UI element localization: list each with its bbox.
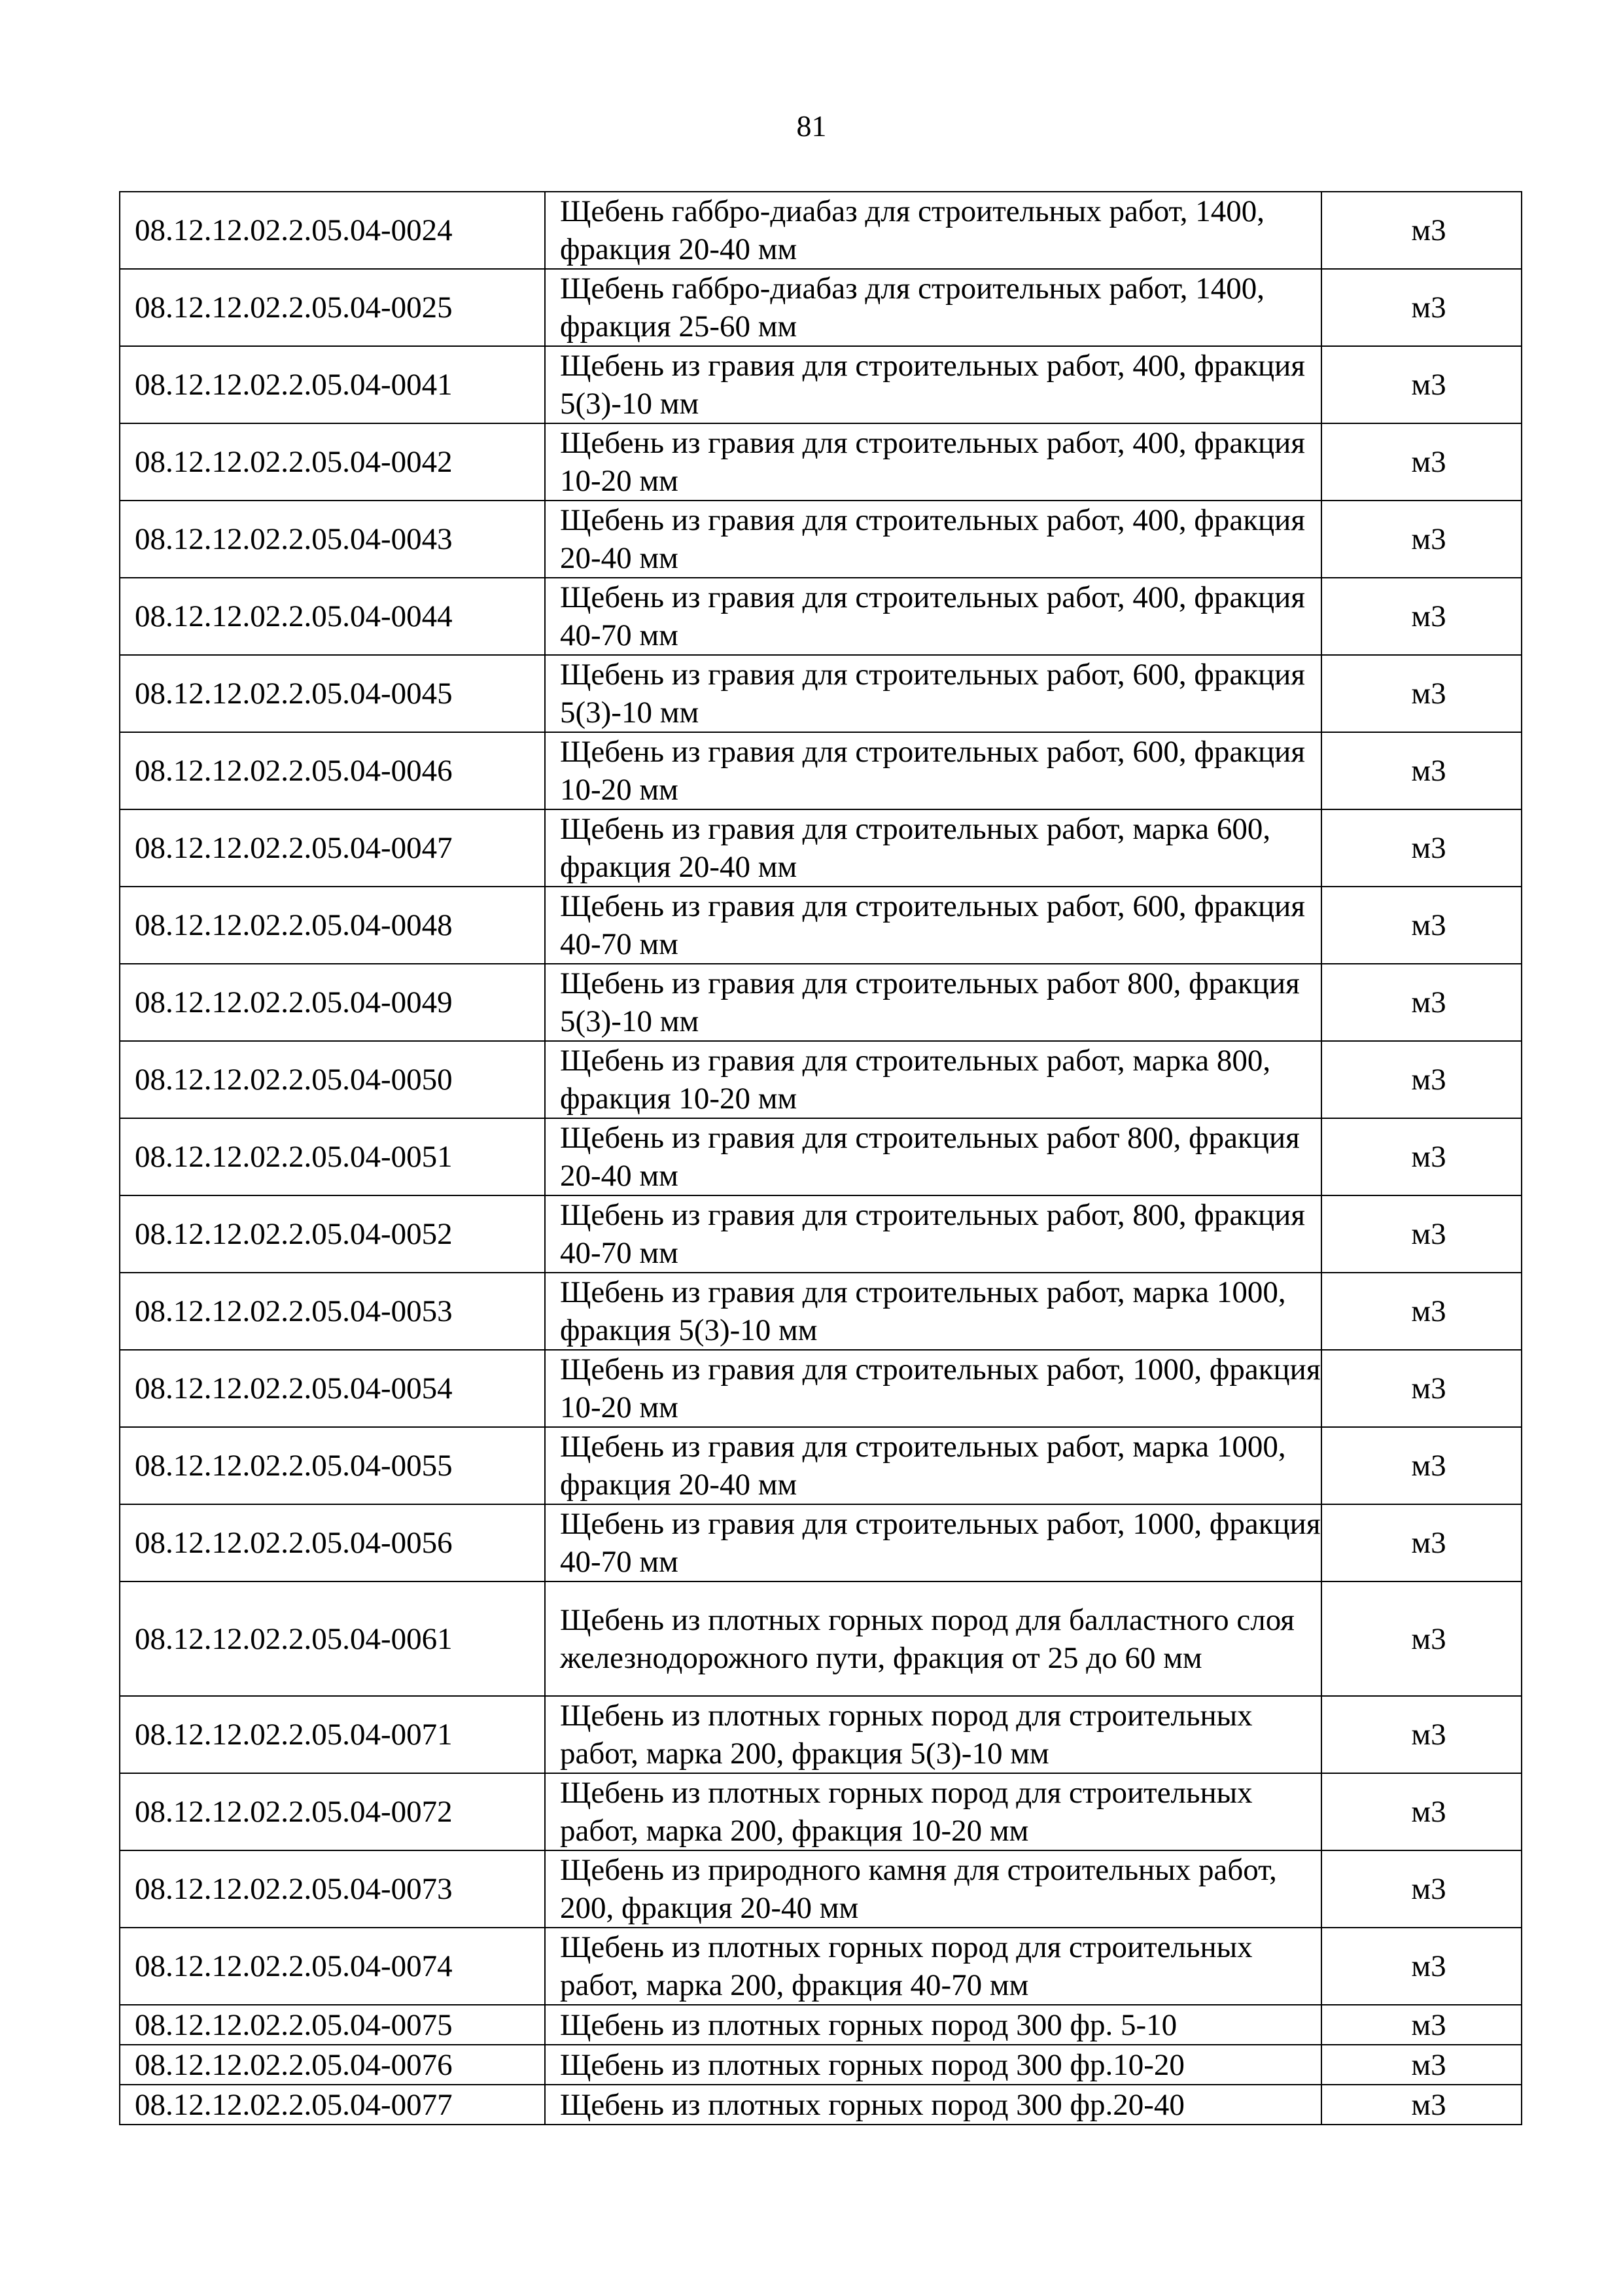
table-row <box>120 423 1522 501</box>
table-row <box>120 2085 1522 2125</box>
table-row <box>120 1427 1522 1504</box>
resource-code: 08.12.12.02.2.05.04-0024 <box>120 192 545 269</box>
resource-name: Щебень из плотных горных пород для строительных работ, марка 200, фракция 10-20 мм <box>545 1773 1321 1850</box>
resource-code: 08.12.12.02.2.05.04-0073 <box>120 1850 545 1928</box>
table-row <box>120 887 1522 964</box>
resource-name: Щебень из плотных горных пород 300 фр.20-40 <box>545 2085 1321 2125</box>
resource-name: Щебень из гравия для строительных работ, 400, фракция 5(3)-10 мм <box>545 346 1321 423</box>
table-row <box>120 1928 1522 2005</box>
resource-unit: м3 <box>1321 2085 1522 2125</box>
resource-unit: м3 <box>1321 1195 1522 1273</box>
resource-unit: м3 <box>1321 269 1522 346</box>
resource-unit: м3 <box>1321 1581 1522 1696</box>
resource-table <box>119 191 1522 2125</box>
table-row <box>120 1773 1522 1850</box>
resource-name: Щебень из гравия для строительных работ, марка 1000, фракция 20-40 мм <box>545 1427 1321 1504</box>
resource-code: 08.12.12.02.2.05.04-0047 <box>120 809 545 887</box>
resource-name: Щебень из гравия для строительных работ 800, фракция 20-40 мм <box>545 1118 1321 1195</box>
resource-unit: м3 <box>1321 423 1522 501</box>
table-body <box>120 192 1522 2125</box>
table-row <box>120 346 1522 423</box>
resource-code: 08.12.12.02.2.05.04-0071 <box>120 1696 545 1773</box>
resource-name: Щебень габбро-диабаз для строительных работ, 1400, фракция 20-40 мм <box>545 192 1321 269</box>
resource-name: Щебень из гравия для строительных работ, марка 800, фракция 10-20 мм <box>545 1041 1321 1118</box>
resource-unit: м3 <box>1321 809 1522 887</box>
table-row <box>120 1696 1522 1773</box>
resource-name: Щебень из плотных горных пород для строительных работ, марка 200, фракция 5(3)-10 мм <box>545 1696 1321 1773</box>
table-row <box>120 1581 1522 1696</box>
table-row <box>120 1118 1522 1195</box>
resource-code: 08.12.12.02.2.05.04-0048 <box>120 887 545 964</box>
table-row <box>120 1273 1522 1350</box>
resource-unit: м3 <box>1321 887 1522 964</box>
resource-code: 08.12.12.02.2.05.04-0055 <box>120 1427 545 1504</box>
resource-name: Щебень из гравия для строительных работ, 1000, фракция 10-20 мм <box>545 1350 1321 1427</box>
resource-unit: м3 <box>1321 501 1522 578</box>
resource-code: 08.12.12.02.2.05.04-0056 <box>120 1504 545 1581</box>
resource-unit: м3 <box>1321 1118 1522 1195</box>
table-row <box>120 501 1522 578</box>
resource-name: Щебень из гравия для строительных работ, 1000, фракция 40-70 мм <box>545 1504 1321 1581</box>
resource-code: 08.12.12.02.2.05.04-0041 <box>120 346 545 423</box>
resource-unit: м3 <box>1321 964 1522 1041</box>
table-row <box>120 2005 1522 2045</box>
resource-code: 08.12.12.02.2.05.04-0049 <box>120 964 545 1041</box>
resource-unit: м3 <box>1321 732 1522 809</box>
resource-name: Щебень из гравия для строительных работ, 400, фракция 10-20 мм <box>545 423 1321 501</box>
resource-code: 08.12.12.02.2.05.04-0074 <box>120 1928 545 2005</box>
resource-name: Щебень из гравия для строительных работ, 600, фракция 10-20 мм <box>545 732 1321 809</box>
page-number: 81 <box>796 109 827 143</box>
resource-name: Щебень из гравия для строительных работ, 800, фракция 40-70 мм <box>545 1195 1321 1273</box>
resource-name: Щебень из гравия для строительных работ, марка 1000, фракция 5(3)-10 мм <box>545 1273 1321 1350</box>
resource-unit: м3 <box>1321 1504 1522 1581</box>
resource-code: 08.12.12.02.2.05.04-0044 <box>120 578 545 655</box>
table-row <box>120 1041 1522 1118</box>
resource-name: Щебень из плотных горных пород 300 фр.10-20 <box>545 2045 1321 2085</box>
resource-name: Щебень из гравия для строительных работ, 400, фракция 40-70 мм <box>545 578 1321 655</box>
resource-code: 08.12.12.02.2.05.04-0050 <box>120 1041 545 1118</box>
resource-unit: м3 <box>1321 1696 1522 1773</box>
resource-name: Щебень из плотных горных пород для балластного слоя железнодорожного пути, фракция от 25 до 60 мм <box>545 1581 1321 1696</box>
table-row <box>120 1504 1522 1581</box>
resource-unit: м3 <box>1321 1773 1522 1850</box>
table-row <box>120 269 1522 346</box>
resource-unit: м3 <box>1321 346 1522 423</box>
resource-unit: м3 <box>1321 655 1522 732</box>
table-row <box>120 192 1522 269</box>
resource-name: Щебень из природного камня для строительных работ, 200, фракция 20-40 мм <box>545 1850 1321 1928</box>
resource-unit: м3 <box>1321 2045 1522 2085</box>
resource-code: 08.12.12.02.2.05.04-0042 <box>120 423 545 501</box>
resource-code: 08.12.12.02.2.05.04-0051 <box>120 1118 545 1195</box>
resource-code: 08.12.12.02.2.05.04-0025 <box>120 269 545 346</box>
resource-code: 08.12.12.02.2.05.04-0076 <box>120 2045 545 2085</box>
resource-name: Щебень из гравия для строительных работ, 600, фракция 40-70 мм <box>545 887 1321 964</box>
resource-name: Щебень из гравия для строительных работ, 600, фракция 5(3)-10 мм <box>545 655 1321 732</box>
resource-unit: м3 <box>1321 1928 1522 2005</box>
resource-name: Щебень из гравия для строительных работ, 400, фракция 20-40 мм <box>545 501 1321 578</box>
resource-name: Щебень габбро-диабаз для строительных работ, 1400, фракция 25-60 мм <box>545 269 1321 346</box>
resource-unit: м3 <box>1321 1273 1522 1350</box>
table-row <box>120 2045 1522 2085</box>
resource-unit: м3 <box>1321 192 1522 269</box>
table-row <box>120 809 1522 887</box>
resource-unit: м3 <box>1321 1427 1522 1504</box>
table-row <box>120 1195 1522 1273</box>
resource-unit: м3 <box>1321 2005 1522 2045</box>
resource-code: 08.12.12.02.2.05.04-0075 <box>120 2005 545 2045</box>
table-row <box>120 1850 1522 1928</box>
resource-code: 08.12.12.02.2.05.04-0043 <box>120 501 545 578</box>
resource-name: Щебень из плотных горных пород для строительных работ, марка 200, фракция 40-70 мм <box>545 1928 1321 2005</box>
resource-name: Щебень из плотных горных пород 300 фр. 5-10 <box>545 2005 1321 2045</box>
resource-unit: м3 <box>1321 1850 1522 1928</box>
table-row <box>120 732 1522 809</box>
resource-name: Щебень из гравия для строительных работ, марка 600, фракция 20-40 мм <box>545 809 1321 887</box>
resource-code: 08.12.12.02.2.05.04-0046 <box>120 732 545 809</box>
table-row <box>120 964 1522 1041</box>
table-row <box>120 1350 1522 1427</box>
table-row <box>120 578 1522 655</box>
resource-code: 08.12.12.02.2.05.04-0077 <box>120 2085 545 2125</box>
resource-code: 08.12.12.02.2.05.04-0054 <box>120 1350 545 1427</box>
resource-code: 08.12.12.02.2.05.04-0045 <box>120 655 545 732</box>
resource-code: 08.12.12.02.2.05.04-0061 <box>120 1581 545 1696</box>
table-row <box>120 655 1522 732</box>
resource-code: 08.12.12.02.2.05.04-0072 <box>120 1773 545 1850</box>
resource-unit: м3 <box>1321 1041 1522 1118</box>
resource-unit: м3 <box>1321 1350 1522 1427</box>
resource-code: 08.12.12.02.2.05.04-0052 <box>120 1195 545 1273</box>
resource-name: Щебень из гравия для строительных работ 800, фракция 5(3)-10 мм <box>545 964 1321 1041</box>
resource-unit: м3 <box>1321 578 1522 655</box>
resource-code: 08.12.12.02.2.05.04-0053 <box>120 1273 545 1350</box>
